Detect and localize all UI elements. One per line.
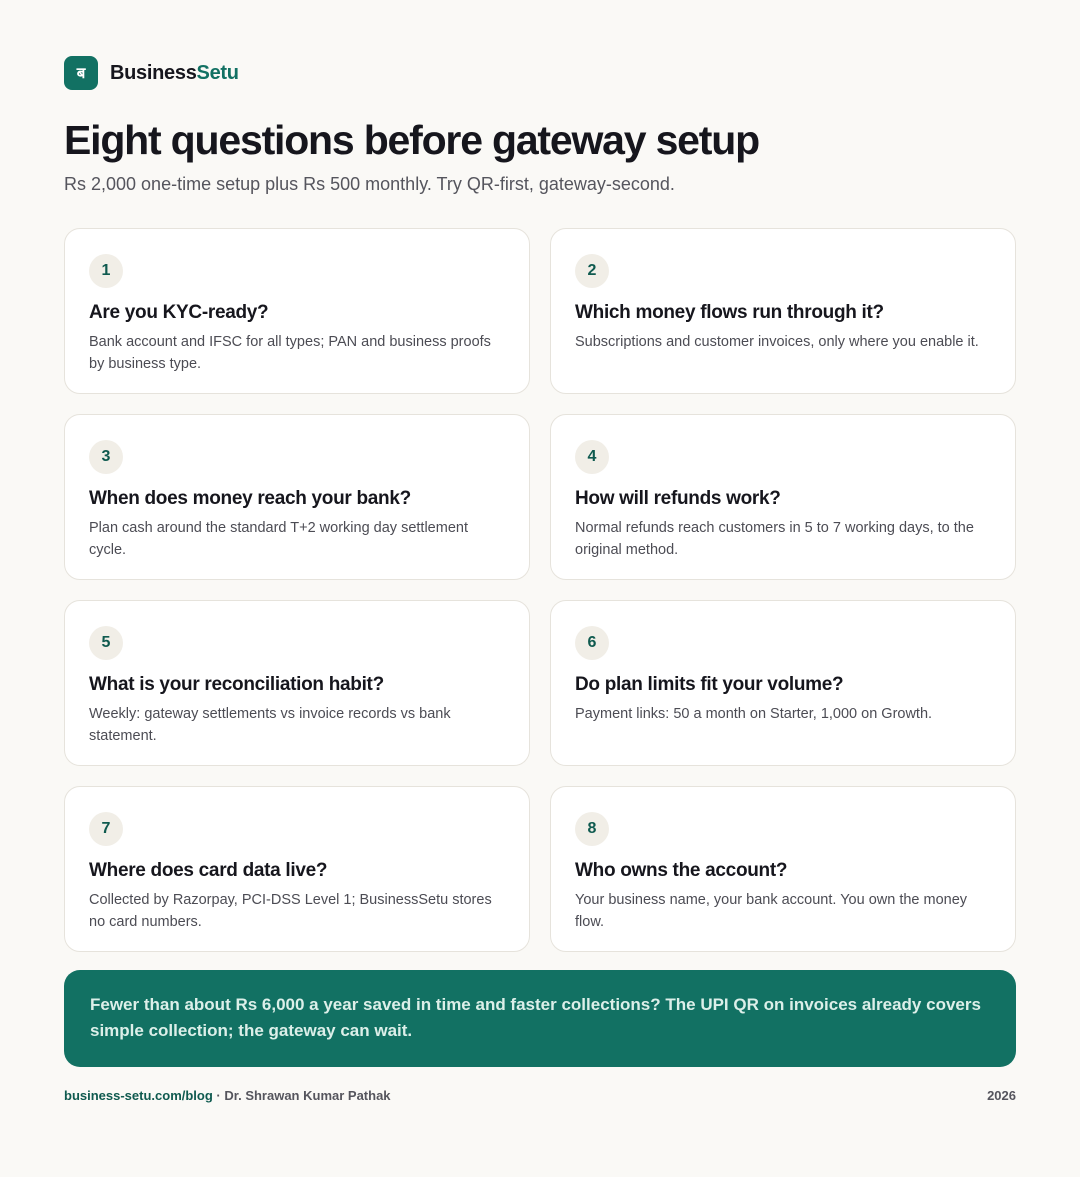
question-number: 5 xyxy=(89,626,123,660)
brand-name xyxy=(110,62,239,85)
brand-name-part2: Setu xyxy=(196,61,239,84)
callout-banner xyxy=(64,970,1016,1067)
question-description: Normal refunds reach customers in 5 to 7 working days, to the original method. xyxy=(575,520,974,558)
brand-logo-icon: ब xyxy=(64,56,98,90)
question-description: Weekly: gateway settlements vs invoice records vs bank statement. xyxy=(89,706,451,744)
question-title: Which money flows run through it? xyxy=(575,302,884,323)
page-subtitle: Rs 2,000 one-time setup plus Rs 500 monthly. Try QR-first, gateway-second. xyxy=(64,174,675,194)
question-number: 4 xyxy=(575,440,609,474)
question-title: Do plan limits fit your volume? xyxy=(575,674,844,695)
question-description: Payment links: 50 a month on Starter, 1,000 on Growth. xyxy=(575,706,933,722)
question-grid xyxy=(64,228,1016,952)
question-card xyxy=(550,600,1016,766)
question-title: What is your reconciliation habit? xyxy=(89,674,384,695)
question-card xyxy=(64,600,530,766)
question-title: Who owns the account? xyxy=(575,860,788,881)
footer-site-link[interactable]: business-setu.com/blog xyxy=(64,1088,213,1103)
question-number: 6 xyxy=(575,626,609,660)
footer-author: · Dr. Shrawan Kumar Pathak xyxy=(212,1088,391,1103)
question-card xyxy=(550,228,1016,394)
question-number: 8 xyxy=(575,812,609,846)
footer-year: 2026 xyxy=(987,1088,1016,1103)
question-number: 1 xyxy=(89,254,123,288)
question-number: 2 xyxy=(575,254,609,288)
question-title: Are you KYC-ready? xyxy=(89,302,269,323)
brand xyxy=(64,56,239,90)
question-card xyxy=(550,786,1016,952)
footer-credit xyxy=(64,1088,391,1103)
page-title: Eight questions before gateway setup xyxy=(64,117,759,163)
question-title: When does money reach your bank? xyxy=(89,488,411,509)
question-description: Your business name, your bank account. You own the money flow. xyxy=(575,892,968,930)
brand-name-part1: Business xyxy=(110,61,197,84)
question-number: 3 xyxy=(89,440,123,474)
question-description: Plan cash around the standard T+2 working day settlement cycle. xyxy=(89,520,468,558)
question-number: 7 xyxy=(89,812,123,846)
callout-text: Fewer than about Rs 6,000 a year saved in time and faster collections? The UPI QR on invoices already covers simple collection; the gateway can wait. xyxy=(90,995,981,1040)
question-card xyxy=(64,786,530,952)
question-title: How will refunds work? xyxy=(575,488,781,509)
question-title: Where does card data live? xyxy=(89,860,328,881)
footer xyxy=(64,1088,1016,1103)
question-card xyxy=(64,228,530,394)
question-card xyxy=(550,414,1016,580)
question-description: Collected by Razorpay, PCI-DSS Level 1; BusinessSetu stores no card numbers. xyxy=(89,892,492,930)
question-description: Subscriptions and customer invoices, only where you enable it. xyxy=(575,334,979,350)
question-card xyxy=(64,414,530,580)
question-description: Bank account and IFSC for all types; PAN and business proofs by business type. xyxy=(89,334,491,372)
